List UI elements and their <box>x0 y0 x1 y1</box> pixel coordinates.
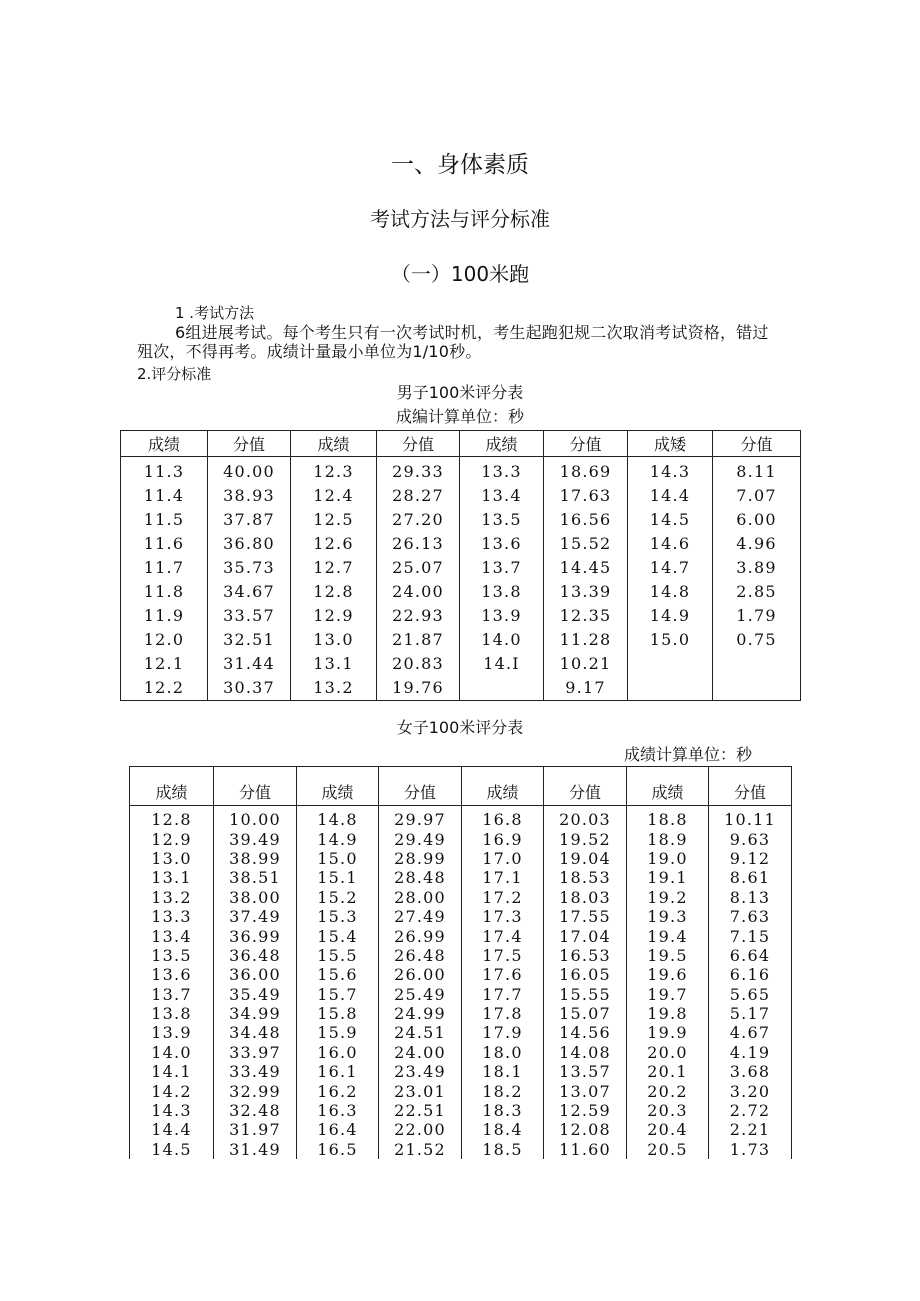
time-cell: 19.5 <box>627 946 709 965</box>
time-cell: 14.5 <box>628 507 713 531</box>
score-cell: 5.17 <box>709 1004 792 1023</box>
time-cell: 18.9 <box>627 829 709 848</box>
score-cell: 0.75 <box>713 628 801 652</box>
time-cell: 17.5 <box>462 946 544 965</box>
time-cell: 19.9 <box>627 1023 709 1042</box>
time-cell: 13.7 <box>130 985 214 1004</box>
time-cell: 16.2 <box>297 1081 379 1100</box>
scoring-label: 2.评分标准 <box>137 365 212 383</box>
time-cell <box>460 676 544 701</box>
table-row <box>130 1023 792 1042</box>
time-cell: 11.9 <box>121 604 208 628</box>
time-cell <box>628 652 713 676</box>
score-cell: 7.63 <box>709 907 792 926</box>
score-cell: 2.85 <box>713 579 801 603</box>
time-cell: 14.1 <box>130 1062 214 1081</box>
time-cell: 13.2 <box>130 888 214 907</box>
score-cell: 33.49 <box>214 1062 297 1081</box>
time-cell: 13.0 <box>291 628 377 652</box>
score-cell: 16.05 <box>544 965 627 984</box>
time-cell: 15.4 <box>297 926 379 945</box>
score-cell: 35.49 <box>214 985 297 1004</box>
time-cell: 20.1 <box>627 1062 709 1081</box>
score-cell: 19.52 <box>544 829 627 848</box>
time-cell: 13.6 <box>130 965 214 984</box>
score-cell: 9.17 <box>544 676 628 701</box>
section-subtitle: 考试方法与评分标准 <box>370 207 550 231</box>
score-cell: 17.04 <box>544 926 627 945</box>
score-cell: 22.00 <box>379 1120 462 1139</box>
time-cell: 19.6 <box>627 965 709 984</box>
time-cell: 20.4 <box>627 1120 709 1139</box>
time-cell: 16.0 <box>297 1043 379 1062</box>
time-cell: 17.7 <box>462 985 544 1004</box>
time-cell: 14.0 <box>460 628 544 652</box>
column-header: 成绩 <box>627 767 709 806</box>
table-row <box>121 579 801 603</box>
table-row <box>121 628 801 652</box>
time-cell: 19.2 <box>627 888 709 907</box>
table-row <box>130 965 792 984</box>
section-heading: （一）100米跑 <box>390 262 530 286</box>
time-cell: 15.0 <box>628 628 713 652</box>
time-cell: 13.4 <box>460 483 544 507</box>
time-cell: 17.2 <box>462 888 544 907</box>
score-cell: 29.33 <box>377 457 460 484</box>
male-table-title: 男子100米评分表 <box>396 383 524 402</box>
column-header: 分值 <box>214 767 297 806</box>
score-cell: 9.63 <box>709 829 792 848</box>
page-title: 一、身体素质 <box>391 152 529 178</box>
time-cell: 13.0 <box>130 849 214 868</box>
male-table-header-row <box>121 431 801 457</box>
time-cell: 15.3 <box>297 907 379 926</box>
score-cell: 19.76 <box>377 676 460 701</box>
score-cell: 23.01 <box>379 1081 462 1100</box>
score-cell: 31.49 <box>214 1140 297 1159</box>
score-cell: 11.28 <box>544 628 628 652</box>
time-cell: 11.5 <box>121 507 208 531</box>
time-cell: 14.9 <box>628 604 713 628</box>
score-cell: 37.49 <box>214 907 297 926</box>
table-row <box>130 888 792 907</box>
score-cell: 15.55 <box>544 985 627 1004</box>
table-row <box>130 926 792 945</box>
score-cell: 16.53 <box>544 946 627 965</box>
score-cell: 22.93 <box>377 604 460 628</box>
table-row <box>121 507 801 531</box>
column-header: 分值 <box>379 767 462 806</box>
female-table-title: 女子100米评分表 <box>396 718 524 737</box>
time-cell: 19.7 <box>627 985 709 1004</box>
score-cell <box>713 676 801 701</box>
score-cell: 28.48 <box>379 868 462 887</box>
time-cell: 12.1 <box>121 652 208 676</box>
score-cell: 12.08 <box>544 1120 627 1139</box>
time-cell: 13.6 <box>460 531 544 555</box>
time-cell: 13.2 <box>291 676 377 701</box>
score-cell: 38.99 <box>214 849 297 868</box>
time-cell: 11.8 <box>121 579 208 603</box>
time-cell: 19.0 <box>627 849 709 868</box>
time-cell: 16.5 <box>297 1140 379 1159</box>
time-cell: 17.3 <box>462 907 544 926</box>
time-cell: 19.3 <box>627 907 709 926</box>
score-cell: 32.51 <box>208 628 291 652</box>
method-label: 1 .考试方法 <box>175 304 255 322</box>
time-cell: 18.4 <box>462 1120 544 1139</box>
time-cell: 14.9 <box>297 829 379 848</box>
score-cell: 29.49 <box>379 829 462 848</box>
score-cell: 7.15 <box>709 926 792 945</box>
table-row <box>130 829 792 848</box>
column-header: 分值 <box>377 431 460 457</box>
time-cell: 18.1 <box>462 1062 544 1081</box>
score-cell: 28.27 <box>377 483 460 507</box>
time-cell: 12.9 <box>130 829 214 848</box>
time-cell: 19.4 <box>627 926 709 945</box>
score-cell: 4.96 <box>713 531 801 555</box>
score-cell: 26.48 <box>379 946 462 965</box>
score-cell: 6.00 <box>713 507 801 531</box>
time-cell: 20.3 <box>627 1101 709 1120</box>
score-cell: 4.19 <box>709 1043 792 1062</box>
time-cell: 16.9 <box>462 829 544 848</box>
time-cell: 12.7 <box>291 555 377 579</box>
column-header: 成矮 <box>628 431 713 457</box>
male-table-unit: 成编计算单位：秒 <box>395 407 524 426</box>
score-cell: 18.03 <box>544 888 627 907</box>
score-cell: 12.59 <box>544 1101 627 1120</box>
score-cell: 7.07 <box>713 483 801 507</box>
score-cell: 31.97 <box>214 1120 297 1139</box>
column-header: 成绩 <box>121 431 208 457</box>
score-cell: 21.52 <box>379 1140 462 1159</box>
score-cell: 15.52 <box>544 531 628 555</box>
score-cell: 15.07 <box>544 1004 627 1023</box>
score-cell: 9.12 <box>709 849 792 868</box>
score-cell: 36.80 <box>208 531 291 555</box>
time-cell: 15.8 <box>297 1004 379 1023</box>
score-cell: 39.49 <box>214 829 297 848</box>
score-cell: 3.68 <box>709 1062 792 1081</box>
time-cell: 18.2 <box>462 1081 544 1100</box>
score-cell: 8.61 <box>709 868 792 887</box>
time-cell: 14.3 <box>130 1101 214 1120</box>
score-cell: 26.13 <box>377 531 460 555</box>
time-cell: 18.0 <box>462 1043 544 1062</box>
time-cell: 15.0 <box>297 849 379 868</box>
score-cell: 36.99 <box>214 926 297 945</box>
score-cell: 2.21 <box>709 1120 792 1139</box>
score-cell: 24.00 <box>379 1043 462 1062</box>
table-row <box>121 604 801 628</box>
score-cell: 23.49 <box>379 1062 462 1081</box>
score-cell: 26.00 <box>379 965 462 984</box>
time-cell: 12.8 <box>291 579 377 603</box>
female-table-header-row <box>130 767 792 806</box>
time-cell: 17.4 <box>462 926 544 945</box>
table-row <box>130 1081 792 1100</box>
time-cell: 14.2 <box>130 1081 214 1100</box>
score-cell: 24.99 <box>379 1004 462 1023</box>
time-cell: 14.4 <box>130 1120 214 1139</box>
score-cell: 37.87 <box>208 507 291 531</box>
column-header: 成绩 <box>460 431 544 457</box>
score-cell: 26.99 <box>379 926 462 945</box>
score-cell: 10.00 <box>214 806 297 830</box>
column-header: 成绩 <box>297 767 379 806</box>
score-cell: 31.44 <box>208 652 291 676</box>
score-cell: 16.56 <box>544 507 628 531</box>
time-cell: 11.3 <box>121 457 208 484</box>
column-header: 成绩 <box>291 431 377 457</box>
score-cell: 8.11 <box>713 457 801 484</box>
time-cell: 11.7 <box>121 555 208 579</box>
time-cell: 12.0 <box>121 628 208 652</box>
time-cell: 15.9 <box>297 1023 379 1042</box>
time-cell: 15.6 <box>297 965 379 984</box>
score-cell: 34.48 <box>214 1023 297 1042</box>
table-row <box>121 457 801 484</box>
score-cell: 35.73 <box>208 555 291 579</box>
table-row <box>130 1101 792 1120</box>
column-header: 分值 <box>544 767 627 806</box>
time-cell: 12.6 <box>291 531 377 555</box>
time-cell: 12.2 <box>121 676 208 701</box>
score-cell: 38.00 <box>214 888 297 907</box>
score-cell: 19.04 <box>544 849 627 868</box>
table-row <box>130 1043 792 1062</box>
column-header: 分值 <box>208 431 291 457</box>
score-cell: 25.49 <box>379 985 462 1004</box>
table-row <box>121 483 801 507</box>
score-cell: 34.99 <box>214 1004 297 1023</box>
table-row <box>130 1120 792 1139</box>
table-row <box>121 531 801 555</box>
time-cell: 20.2 <box>627 1081 709 1100</box>
column-header: 分值 <box>544 431 628 457</box>
score-cell <box>713 652 801 676</box>
time-cell: 19.8 <box>627 1004 709 1023</box>
score-cell: 32.99 <box>214 1081 297 1100</box>
score-cell: 17.63 <box>544 483 628 507</box>
time-cell: 19.1 <box>627 868 709 887</box>
time-cell <box>628 676 713 701</box>
method-text-line-2: 殂次，不得再考。成绩计量最小单位为1/10秒。 <box>137 342 482 361</box>
male-table-body <box>121 457 801 701</box>
table-row <box>130 806 792 830</box>
method-text-line-1: 6组进展考试。每个考生只有一次考试时机，考生起跑犯规二次取消考试资格，错过 <box>175 323 769 342</box>
table-row <box>130 1004 792 1023</box>
score-cell: 30.37 <box>208 676 291 701</box>
table-row <box>130 1062 792 1081</box>
time-cell: 14.I <box>460 652 544 676</box>
time-cell: 13.5 <box>130 946 214 965</box>
table-row <box>130 1140 792 1159</box>
table-row <box>130 985 792 1004</box>
score-cell: 36.00 <box>214 965 297 984</box>
score-cell: 29.97 <box>379 806 462 830</box>
time-cell: 14.3 <box>628 457 713 484</box>
score-cell: 10.21 <box>544 652 628 676</box>
score-cell: 3.20 <box>709 1081 792 1100</box>
score-cell: 38.93 <box>208 483 291 507</box>
score-cell: 3.89 <box>713 555 801 579</box>
score-cell: 13.07 <box>544 1081 627 1100</box>
score-cell: 6.16 <box>709 965 792 984</box>
time-cell: 18.8 <box>627 806 709 830</box>
table-row <box>130 946 792 965</box>
time-cell: 15.2 <box>297 888 379 907</box>
score-cell: 10.11 <box>709 806 792 830</box>
time-cell: 17.1 <box>462 868 544 887</box>
time-cell: 14.8 <box>297 806 379 830</box>
time-cell: 11.4 <box>121 483 208 507</box>
column-header: 成绩 <box>462 767 544 806</box>
score-cell: 24.51 <box>379 1023 462 1042</box>
time-cell: 13.1 <box>130 868 214 887</box>
time-cell: 12.5 <box>291 507 377 531</box>
time-cell: 12.3 <box>291 457 377 484</box>
table-row <box>130 868 792 887</box>
score-cell: 33.57 <box>208 604 291 628</box>
female-table-body <box>130 806 792 1160</box>
time-cell: 16.4 <box>297 1120 379 1139</box>
time-cell: 16.1 <box>297 1062 379 1081</box>
score-cell: 14.45 <box>544 555 628 579</box>
time-cell: 14.6 <box>628 531 713 555</box>
table-row <box>130 849 792 868</box>
score-cell: 32.48 <box>214 1101 297 1120</box>
time-cell: 17.6 <box>462 965 544 984</box>
score-cell: 33.97 <box>214 1043 297 1062</box>
time-cell: 13.4 <box>130 926 214 945</box>
score-cell: 4.67 <box>709 1023 792 1042</box>
time-cell: 17.8 <box>462 1004 544 1023</box>
time-cell: 13.7 <box>460 555 544 579</box>
time-cell: 15.1 <box>297 868 379 887</box>
time-cell: 13.5 <box>460 507 544 531</box>
score-cell: 14.08 <box>544 1043 627 1062</box>
time-cell: 16.8 <box>462 806 544 830</box>
score-cell: 24.00 <box>377 579 460 603</box>
female-score-table <box>129 766 792 1159</box>
score-cell: 18.53 <box>544 868 627 887</box>
table-row <box>121 555 801 579</box>
time-cell: 17.9 <box>462 1023 544 1042</box>
time-cell: 14.0 <box>130 1043 214 1062</box>
score-cell: 11.60 <box>544 1140 627 1159</box>
score-cell: 18.69 <box>544 457 628 484</box>
score-cell: 27.49 <box>379 907 462 926</box>
score-cell: 28.99 <box>379 849 462 868</box>
male-score-table <box>120 430 801 701</box>
score-cell: 17.55 <box>544 907 627 926</box>
time-cell: 20.5 <box>627 1140 709 1159</box>
score-cell: 34.67 <box>208 579 291 603</box>
time-cell: 14.7 <box>628 555 713 579</box>
time-cell: 14.8 <box>628 579 713 603</box>
time-cell: 12.9 <box>291 604 377 628</box>
score-cell: 27.20 <box>377 507 460 531</box>
time-cell: 14.4 <box>628 483 713 507</box>
score-cell: 13.57 <box>544 1062 627 1081</box>
score-cell: 1.73 <box>709 1140 792 1159</box>
score-cell: 36.48 <box>214 946 297 965</box>
table-row <box>130 907 792 926</box>
column-header: 分值 <box>709 767 792 806</box>
score-cell: 20.03 <box>544 806 627 830</box>
time-cell: 13.3 <box>460 457 544 484</box>
female-table-unit: 成绩计算单位：秒 <box>624 745 753 764</box>
score-cell: 1.79 <box>713 604 801 628</box>
score-cell: 12.35 <box>544 604 628 628</box>
time-cell: 12.8 <box>130 806 214 830</box>
score-cell: 21.87 <box>377 628 460 652</box>
score-cell: 5.65 <box>709 985 792 1004</box>
time-cell: 13.8 <box>460 579 544 603</box>
score-cell: 2.72 <box>709 1101 792 1120</box>
time-cell: 12.4 <box>291 483 377 507</box>
time-cell: 13.9 <box>130 1023 214 1042</box>
score-cell: 25.07 <box>377 555 460 579</box>
column-header: 分值 <box>713 431 801 457</box>
score-cell: 40.00 <box>208 457 291 484</box>
time-cell: 18.3 <box>462 1101 544 1120</box>
time-cell: 14.5 <box>130 1140 214 1159</box>
score-cell: 13.39 <box>544 579 628 603</box>
column-header: 成绩 <box>130 767 214 806</box>
score-cell: 8.13 <box>709 888 792 907</box>
time-cell: 13.3 <box>130 907 214 926</box>
score-cell: 28.00 <box>379 888 462 907</box>
score-cell: 38.51 <box>214 868 297 887</box>
time-cell: 17.0 <box>462 849 544 868</box>
score-cell: 20.83 <box>377 652 460 676</box>
time-cell: 13.1 <box>291 652 377 676</box>
time-cell: 13.8 <box>130 1004 214 1023</box>
time-cell: 20.0 <box>627 1043 709 1062</box>
time-cell: 15.7 <box>297 985 379 1004</box>
time-cell: 11.6 <box>121 531 208 555</box>
score-cell: 14.56 <box>544 1023 627 1042</box>
time-cell: 13.9 <box>460 604 544 628</box>
time-cell: 16.3 <box>297 1101 379 1120</box>
score-cell: 22.51 <box>379 1101 462 1120</box>
score-cell: 6.64 <box>709 946 792 965</box>
time-cell: 15.5 <box>297 946 379 965</box>
table-row <box>121 652 801 676</box>
table-row <box>121 676 801 701</box>
time-cell: 18.5 <box>462 1140 544 1159</box>
